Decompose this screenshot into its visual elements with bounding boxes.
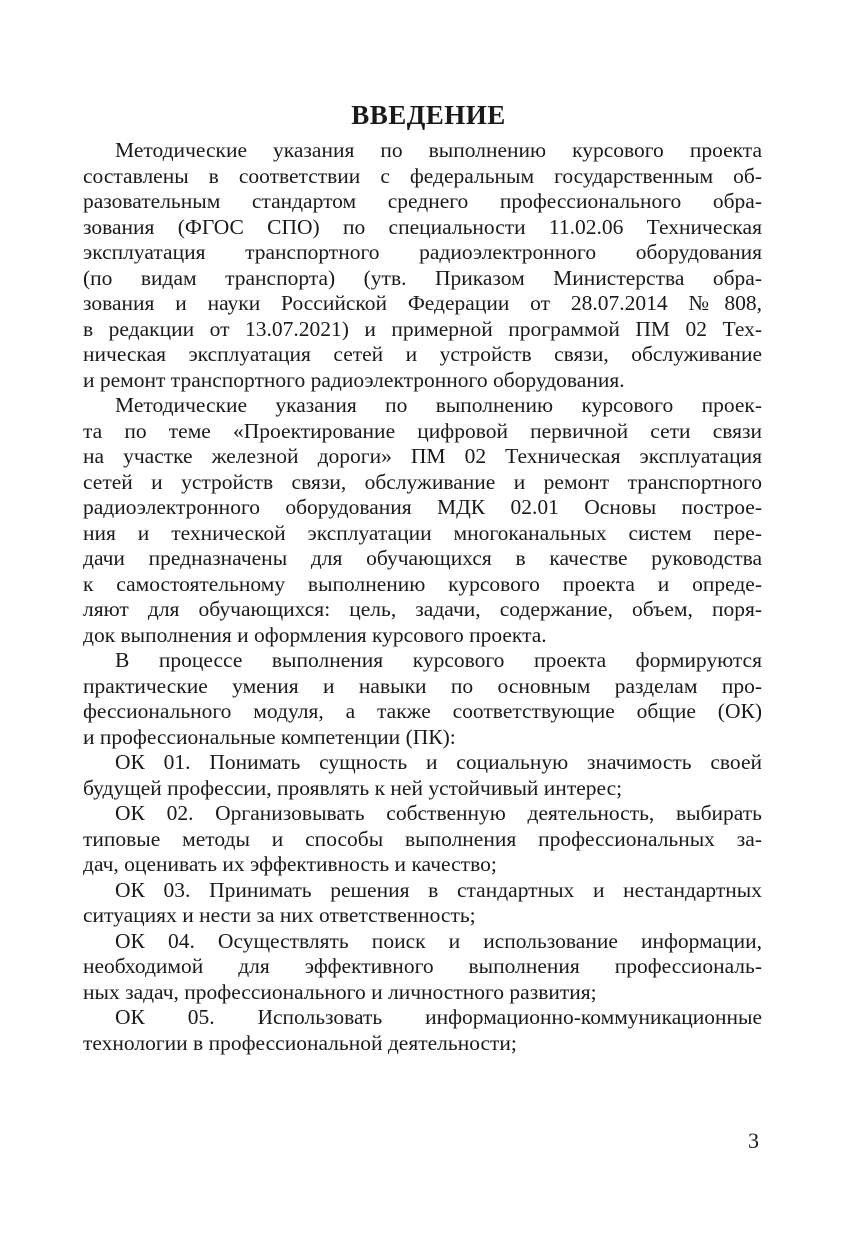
text-line: (по видам транспорта) (утв. Приказом Министерства обра- xyxy=(83,265,762,290)
text-line: ОК 03. Принимать решения в стандартных и нестандартных xyxy=(115,877,762,902)
text-line: к самостоятельному выполнению курсового проекта и опреде- xyxy=(83,571,762,596)
text-line: ническая эксплуатация сетей и устройств связи, обслуживание xyxy=(83,342,762,366)
text-line: фессионального модуля, а также соответствующие общие (ОК) xyxy=(83,699,762,723)
text-line: ОК 05. Использовать информационно-коммуникационные xyxy=(115,1005,762,1029)
text-line: типовые методы и способы выполнения профессиональных за- xyxy=(83,826,762,851)
page-number: 3 xyxy=(748,1128,759,1153)
text-line: технологии в профессиональной деятельности; xyxy=(83,1030,517,1055)
text-line: практические умения и навыки по основным разделам про- xyxy=(83,673,762,698)
page-title: ВВЕДЕНИЕ xyxy=(351,100,506,130)
paragraph xyxy=(83,648,762,750)
text-line: зования (ФГОС СПО) по специальности 11.02.06 Техническая xyxy=(83,214,762,239)
text-line: радиоэлектронного оборудования МДК 02.01 Основы построе- xyxy=(83,495,762,519)
text-line: необходимой для эффективного выполнения профессиональ- xyxy=(83,954,762,978)
text-line: док выполнения и оформления курсового проекта. xyxy=(83,622,547,647)
text-line: дачи предназначены для обучающихся в качестве руководства xyxy=(83,546,762,570)
text-line: разовательным стандартом среднего профессионального обра- xyxy=(83,189,762,213)
text-line: ляют для обучающихся: цель, задачи, содержание, объем, поря- xyxy=(83,597,762,621)
text-line: ОК 02. Организовывать собственную деятельность, выбирать xyxy=(115,801,762,825)
text-line: ситуациях и нести за них ответственность; xyxy=(83,903,476,927)
text-line: ОК 04. Осуществлять поиск и использование информации, xyxy=(115,928,762,953)
text-line: В процессе выполнения курсового проекта формируются xyxy=(115,648,762,672)
text-line: ОК 01. Понимать сущность и социальную значимость своей xyxy=(115,750,762,774)
text-line: будущей профессии, проявлять к ней устойчивый интерес; xyxy=(83,775,623,800)
paragraph xyxy=(83,1005,762,1056)
text-line: Методические указания по выполнению курсового проек- xyxy=(115,393,762,417)
paragraph xyxy=(83,138,762,393)
text-line: составлены в соответствии с федеральным государственным об- xyxy=(83,163,762,188)
text-line: Методические указания по выполнению курсового проекта xyxy=(115,138,762,162)
paragraph xyxy=(83,801,762,878)
paragraph xyxy=(83,929,762,1006)
paragraph xyxy=(83,750,762,801)
document-body xyxy=(83,138,762,1056)
text-line: ных задач, профессионального и личностного развития; xyxy=(83,979,597,1004)
text-line: в редакции от 13.07.2021) и примерной программой ПМ 02 Тех- xyxy=(83,316,762,341)
text-line: зования и науки Российской Федерации от 28.07.2014 №808, xyxy=(83,291,762,315)
text-line: на участке железной дороги» ПМ 02 Техническая эксплуатация xyxy=(83,444,762,468)
text-line: и профессиональные компетенции (ПК): xyxy=(83,724,456,749)
text-line: и ремонт транспортного радиоэлектронного оборудования. xyxy=(83,367,625,392)
paragraph xyxy=(83,878,762,929)
text-line: ния и технической эксплуатации многоканальных систем пере- xyxy=(83,520,762,545)
text-line: эксплуатация транспортного радиоэлектронного оборудования xyxy=(83,240,762,264)
paragraph xyxy=(83,393,762,648)
text-line: та по теме «Проектирование цифровой первичной сети связи xyxy=(83,418,762,443)
text-line: сетей и устройств связи, обслуживание и ремонт транспортного xyxy=(83,469,762,494)
text-line: дач, оценивать их эффективность и качество; xyxy=(83,852,497,876)
